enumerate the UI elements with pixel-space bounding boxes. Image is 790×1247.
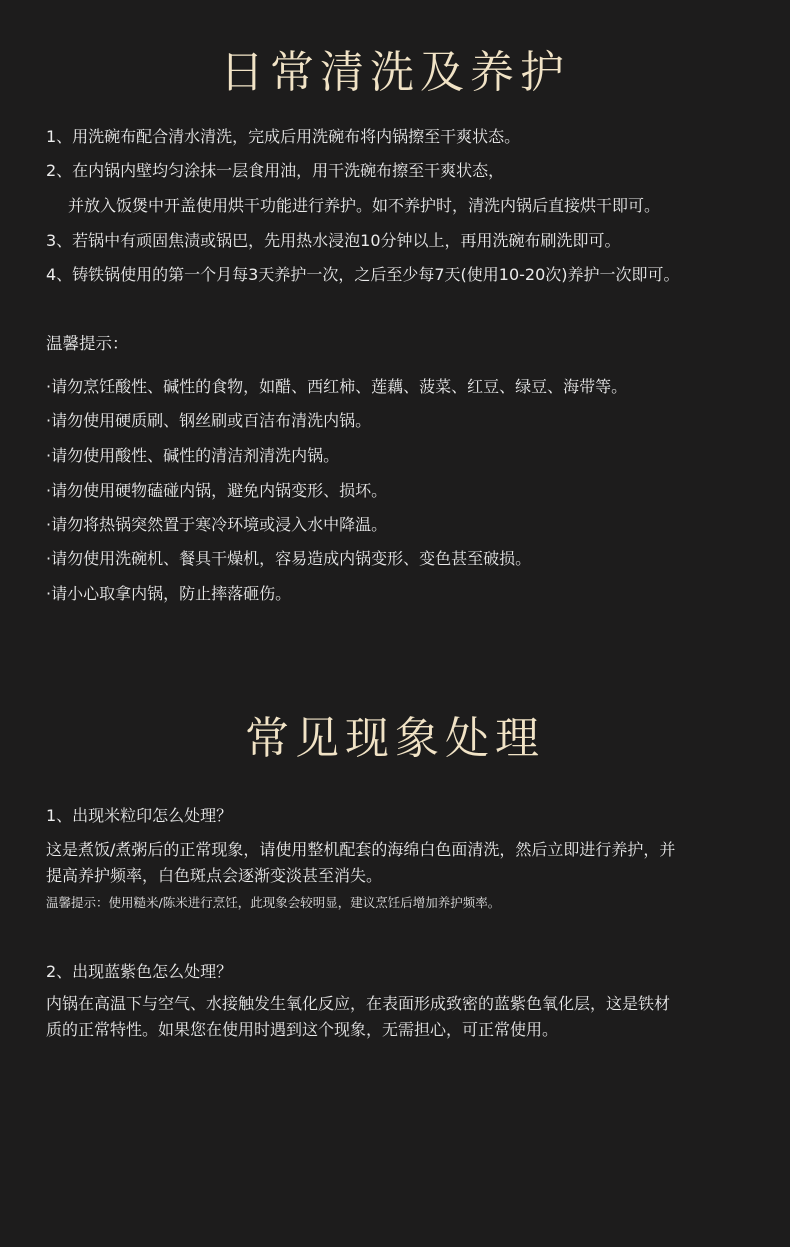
tip-item: ·请勿使用酸性、碱性的清洁剂清洗内锅。 xyxy=(46,446,340,465)
question-2: 2、出现蓝紫色怎么处理？ xyxy=(46,962,233,981)
tip-item: ·请勿使用硬质刷、钢丝刷或百洁布清洗内锅。 xyxy=(46,411,372,430)
answer-2-line-1: 内锅在高温下与空气、水接触发生氧化反应，在表面形成致密的蓝紫色氧化层，这是铁材 xyxy=(46,994,671,1013)
tip-item: ·请勿使用洗碗机、餐具干燥机，容易造成内锅变形、变色甚至破损。 xyxy=(46,549,532,568)
tip-item: ·请勿将热锅突然置于寒冷环境或浸入水中降温。 xyxy=(46,515,388,534)
care-step-4: 4、铸铁锅使用的第一个月每3天养护一次，之后至少每7天(使用10-20次)养护一次即可。 xyxy=(46,265,680,284)
answer-1-note: 温馨提示：使用糙米/陈米进行烹饪，此现象会较明显，建议烹饪后增加养护频率。 xyxy=(46,895,501,910)
tip-item: ·请勿烹饪酸性、碱性的食物，如醋、西红柿、莲藕、菠菜、红豆、绿豆、海带等。 xyxy=(46,377,628,396)
care-step-3: 3、若锅中有顽固焦渍或锅巴，先用热水浸泡10分钟以上，再用洗碗布刷洗即可。 xyxy=(46,231,621,250)
phenomena-section-title: 常见现象处理 xyxy=(245,713,545,764)
tips-heading: 温馨提示： xyxy=(46,334,129,353)
answer-1-line-1: 这是煮饭/煮粥后的正常现象，请使用整机配套的海绵白色面清洗，然后立即进行养护，并 xyxy=(46,840,676,859)
question-1: 1、出现米粒印怎么处理？ xyxy=(46,806,233,825)
answer-1-line-2: 提高养护频率，白色斑点会逐渐变淡甚至消失。 xyxy=(46,866,383,885)
care-section-title: 日常清洗及养护 xyxy=(220,47,570,98)
tip-item: ·请勿使用硬物磕碰内锅，避免内锅变形、损坏。 xyxy=(46,481,388,500)
care-step-2: 2、在内锅内壁均匀涂抹一层食用油，用干洗碗布擦至干爽状态， xyxy=(46,161,505,180)
care-step-2-continued: 并放入饭煲中开盖使用烘干功能进行养护。如不养护时，清洗内锅后直接烘干即可。 xyxy=(68,196,661,215)
tip-item: ·请小心取拿内锅，防止摔落砸伤。 xyxy=(46,584,292,603)
answer-2-line-2: 质的正常特性。如果您在使用时遇到这个现象，无需担心，可正常使用。 xyxy=(46,1020,559,1039)
care-step-1: 1、用洗碗布配合清水清洗，完成后用洗碗布将内锅擦至干爽状态。 xyxy=(46,127,521,146)
